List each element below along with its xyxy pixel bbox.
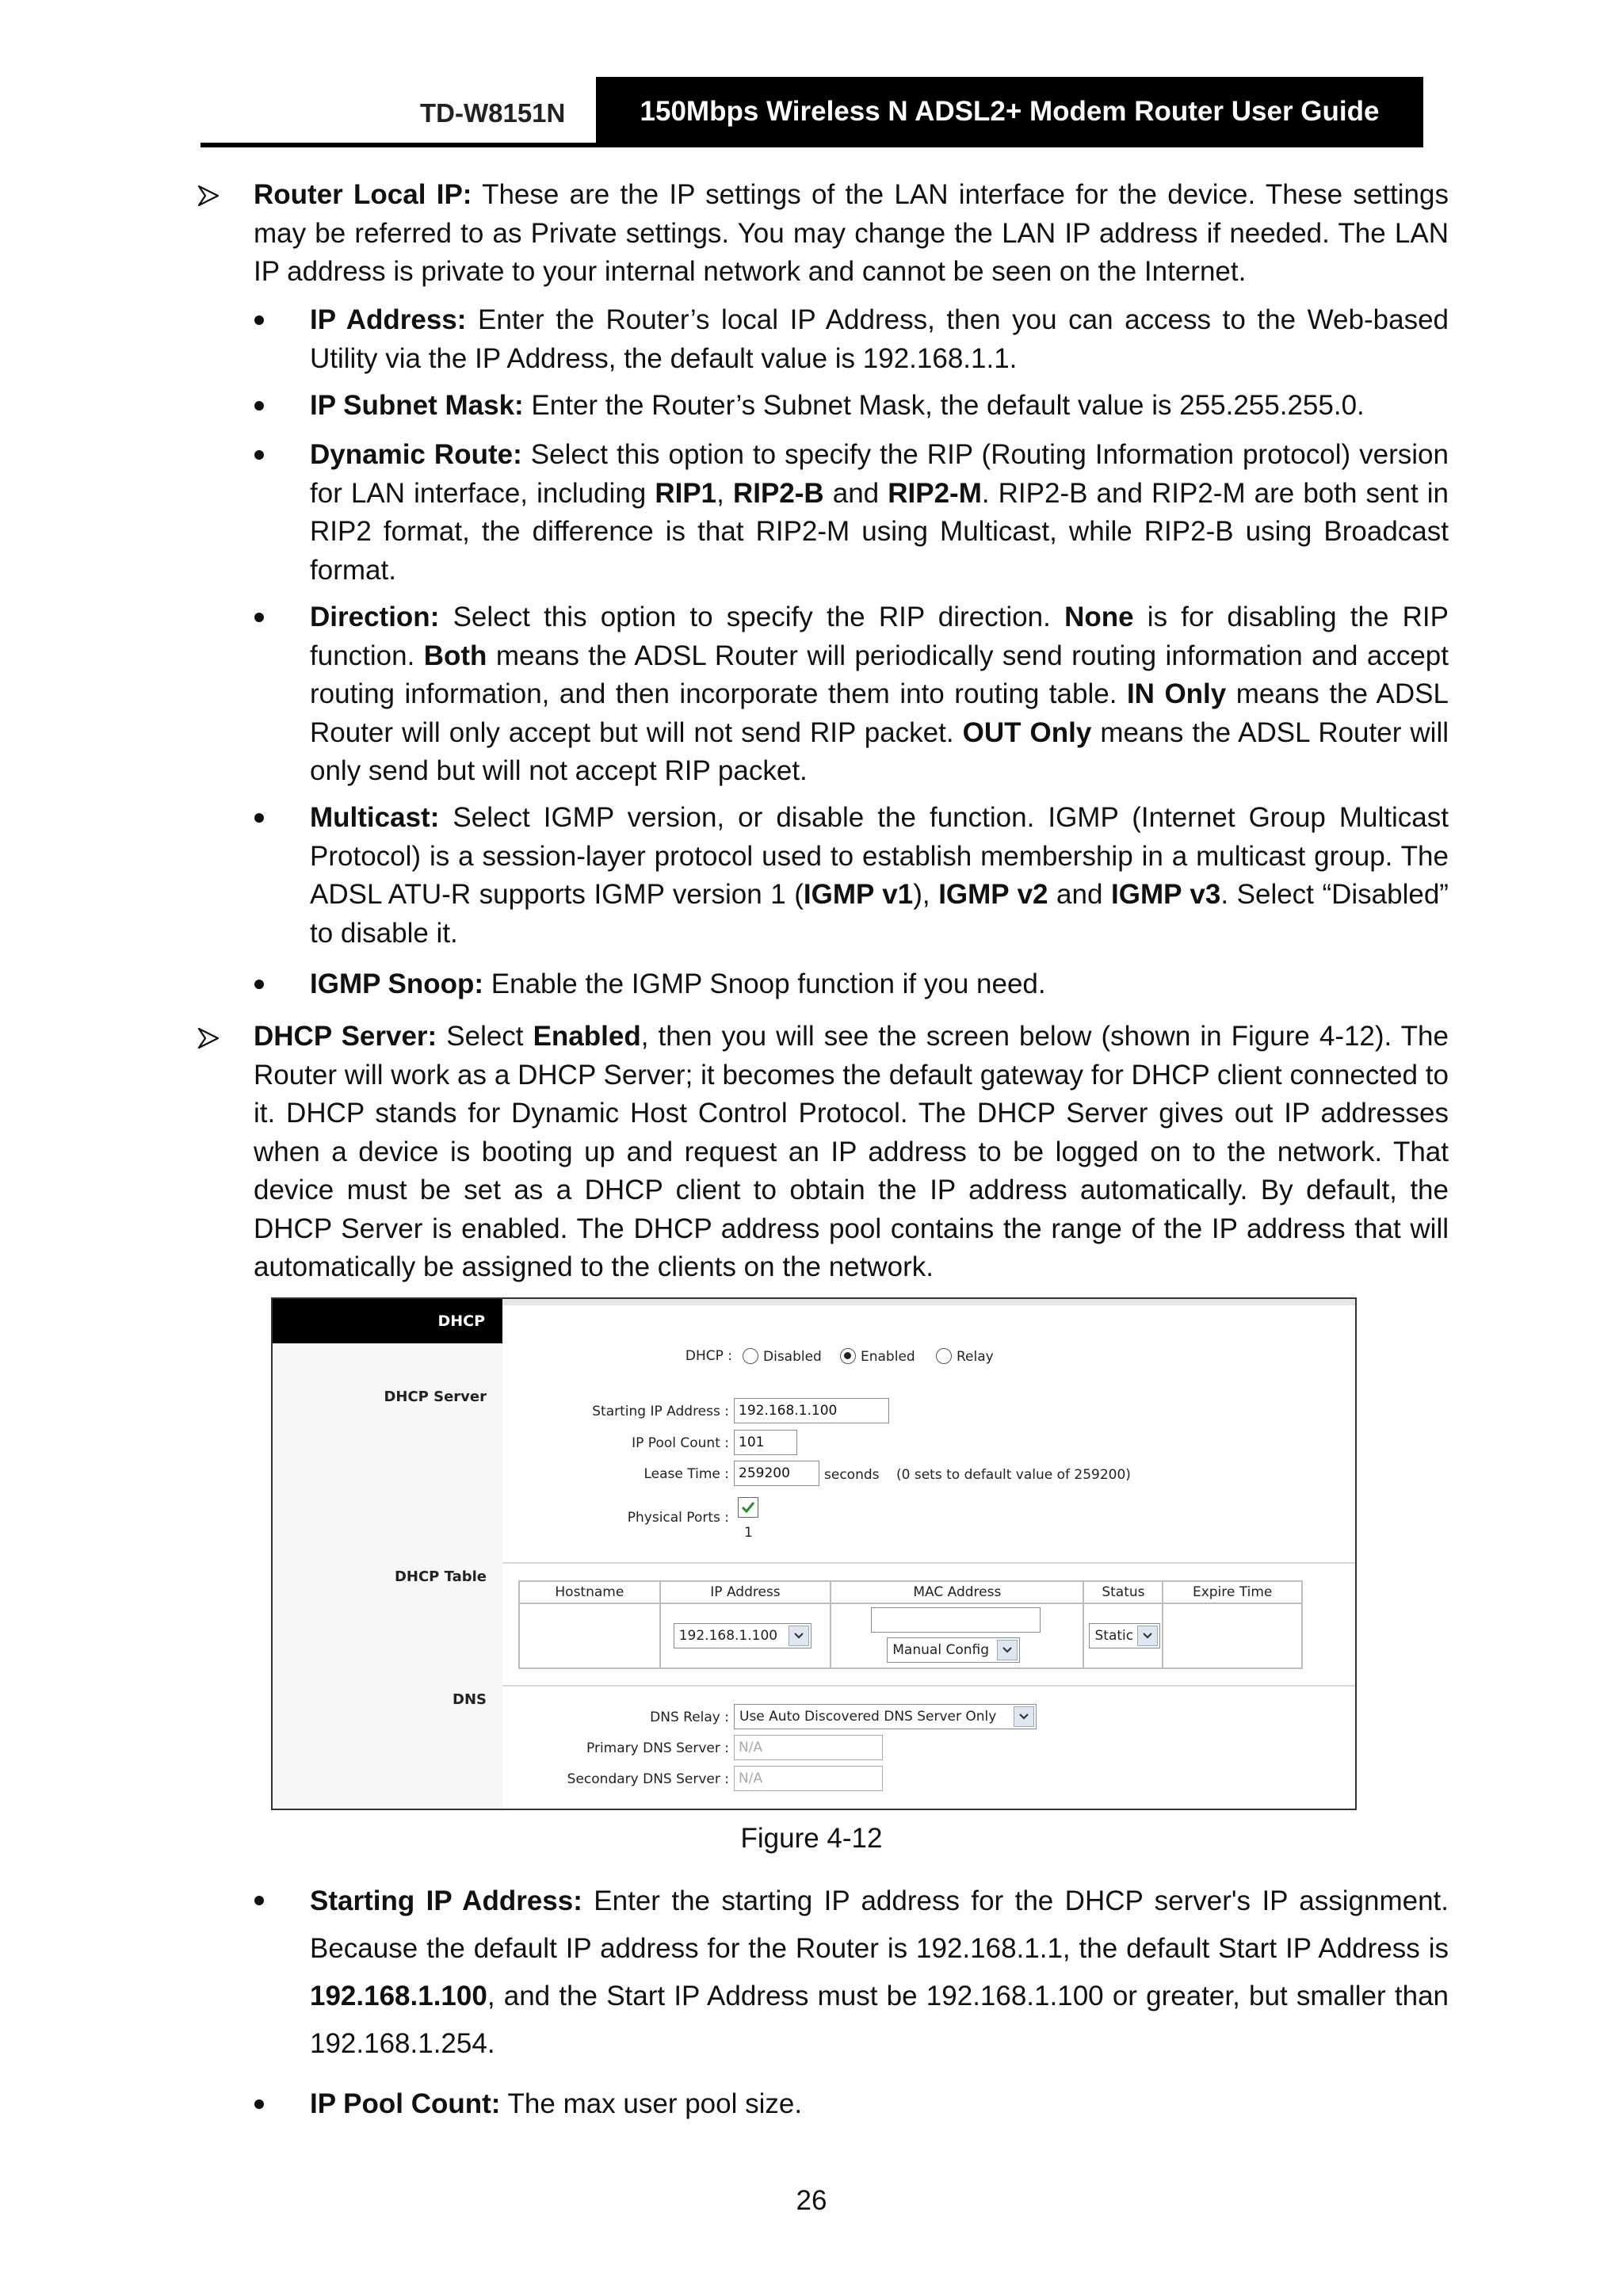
mac-address-input[interactable] <box>871 1607 1041 1633</box>
column-hostname: Hostname <box>519 1581 660 1603</box>
enabled-term: Enabled <box>533 1021 641 1052</box>
ip-address-select[interactable] <box>674 1623 812 1648</box>
bullet-dot-icon <box>254 980 264 989</box>
section-divider <box>502 1685 1355 1687</box>
chevron-down-icon <box>789 1626 809 1646</box>
none-term: None <box>1064 602 1134 632</box>
checkmark-icon <box>739 1498 758 1517</box>
header-title: 150Mbps Wireless N ADSL2+ Modem Router User Guide <box>596 77 1423 147</box>
table-row <box>519 1603 1302 1668</box>
chevron-down-icon <box>997 1640 1018 1660</box>
ip-pool-count-input[interactable]: 101 <box>734 1430 797 1455</box>
lease-time-note: (0 sets to default value of 259200) <box>896 1467 1131 1483</box>
figure-top-bar <box>502 1299 1355 1305</box>
chevron-down-icon <box>1014 1706 1034 1727</box>
ip-subnet-mask-term: IP Subnet Mask: <box>310 390 524 421</box>
lease-time-input[interactable]: 259200 <box>734 1461 819 1486</box>
secondary-dns-label: Secondary DNS Server : <box>567 1771 729 1787</box>
lease-time-label: Lease Time : <box>643 1466 729 1482</box>
physical-ports-label: Physical Ports : <box>627 1510 729 1526</box>
multicast-term: Multicast: <box>310 802 440 833</box>
chevron-down-icon <box>1137 1626 1158 1646</box>
multicast-text: . Select “Disabled” to disable it. <box>310 879 1449 949</box>
radio-relay[interactable] <box>936 1348 952 1364</box>
ip-pool-count-text: The max user pool size. <box>500 2088 803 2119</box>
header-model: TD-W8151N <box>420 98 566 128</box>
section-label-dhcp-server: DHCP Server <box>384 1389 487 1405</box>
multicast-text: ), <box>913 879 939 910</box>
primary-dns-input[interactable]: N/A <box>734 1735 883 1760</box>
arrow-bullet-icon <box>197 184 220 208</box>
mac-mode-select[interactable] <box>887 1637 1020 1663</box>
router-local-ip-paragraph <box>254 176 1449 292</box>
column-mac-address: MAC Address <box>831 1581 1083 1603</box>
radio-disabled[interactable] <box>743 1348 758 1364</box>
dynamic-route-term: Dynamic Route: <box>310 439 522 470</box>
column-expire-time: Expire Time <box>1163 1581 1302 1603</box>
ip-address-cell <box>660 1603 831 1668</box>
dhcp-settings-figure <box>271 1297 1357 1810</box>
status-cell <box>1083 1603 1163 1668</box>
header-rule <box>200 143 1423 147</box>
mac-mode-select-value: Manual Config <box>892 1642 989 1658</box>
primary-dns-label: Primary DNS Server : <box>586 1740 729 1756</box>
bullet-dot-icon <box>254 813 264 823</box>
physical-port-checkbox[interactable] <box>738 1497 758 1518</box>
direction-text: means the ADSL Router will only send but will not accept RIP packet. <box>310 716 1449 786</box>
direction-text: means the ADSL Router will only accept but will not send RIP packet. <box>310 678 1449 748</box>
multicast-text: and <box>1048 879 1112 910</box>
igmp-v1-term: IGMP v1 <box>803 879 914 910</box>
bullet-dot-icon <box>254 1896 264 1905</box>
radio-relay-label: Relay <box>957 1349 994 1365</box>
dhcp-server-text: Select <box>437 1021 533 1052</box>
default-start-ip-term: 192.168.1.100 <box>310 1981 487 2011</box>
ip-pool-count-label: IP Pool Count : <box>632 1435 729 1451</box>
ip-address-paragraph <box>310 301 1449 378</box>
expire-time-cell <box>1163 1603 1302 1668</box>
direction-term: Direction: <box>310 602 440 632</box>
hostname-cell <box>519 1603 660 1668</box>
igmp-snoop-term: IGMP Snoop: <box>310 968 484 999</box>
mac-address-cell <box>831 1603 1083 1668</box>
dhcp-table <box>518 1580 1303 1669</box>
dns-relay-label: DNS Relay : <box>650 1710 729 1725</box>
rip2m-term: RIP2-M <box>888 477 982 509</box>
dynamic-route-text: , <box>716 477 733 509</box>
router-local-ip-text: These are the IP settings of the LAN interface for the device. These settings may be referred to as Private settings. You may change the LAN IP address if needed. The LAN IP address is private to your internal network and cannot be seen on the Internet. <box>254 179 1449 287</box>
section-label-dns: DNS <box>453 1691 487 1708</box>
radio-enabled[interactable] <box>840 1348 856 1364</box>
igmp-snoop-paragraph <box>310 965 1449 1004</box>
direction-text: is for disabling the RIP function. <box>310 602 1449 671</box>
ip-subnet-mask-paragraph <box>310 387 1449 426</box>
dhcp-table-header-row <box>519 1581 1302 1603</box>
column-ip-address: IP Address <box>660 1581 831 1603</box>
ip-pool-count-paragraph <box>310 2085 1449 2124</box>
ip-address-select-value: 192.168.1.100 <box>678 1628 778 1644</box>
dhcp-server-text: , then you will see the screen below (shown in Figure 4-12). The Router will work as a DHCP Server; it becomes the default gateway for DHCP client connected to it. DHCP stands for Dynamic Host Control Protocol. The DHCP Server gives out IP addresses when a device is booting up and request an IP address to be logged on to the network. That device must be set as a DHCP client to obtain the IP address automatically. By default, the DHCP Server is enabled. The DHCP address pool contains the range of the IP address that will automatically be assigned to the clients on the network. <box>254 1021 1449 1282</box>
dynamic-route-text: and <box>823 477 888 509</box>
arrow-bullet-icon <box>197 1026 220 1050</box>
dynamic-route-paragraph <box>310 436 1449 590</box>
page-number: 26 <box>796 2185 827 2216</box>
section-label-dhcp-table: DHCP Table <box>394 1568 487 1585</box>
physical-port-number: 1 <box>744 1525 753 1541</box>
rip2b-term: RIP2-B <box>732 477 824 509</box>
direction-text: means the ADSL Router will periodically send routing information and accept routing information, and then incorporate them into routing table. <box>310 640 1449 709</box>
status-select[interactable] <box>1089 1623 1160 1648</box>
dns-relay-select[interactable] <box>734 1704 1037 1729</box>
figure-sidebar <box>273 1299 502 1809</box>
starting-ip-text: , and the Start IP Address must be 192.168.1.100 or greater, but smaller than 192.168.1.254. <box>310 1981 1449 2059</box>
starting-ip-term: Starting IP Address: <box>310 1885 582 1916</box>
igmp-v2-term: IGMP v2 <box>938 879 1048 910</box>
bullet-dot-icon <box>254 2099 264 2109</box>
starting-ip-paragraph <box>310 1878 1449 2068</box>
ip-pool-count-term: IP Pool Count: <box>310 2088 501 2119</box>
igmp-snoop-text: Enable the IGMP Snoop function if you need. <box>483 968 1046 999</box>
multicast-paragraph <box>310 799 1449 953</box>
starting-ip-label: Starting IP Address : <box>592 1404 729 1419</box>
dhcp-server-term: DHCP Server: <box>254 1021 437 1052</box>
figure-sidebar-title: DHCP <box>273 1299 502 1343</box>
ip-subnet-mask-text: Enter the Router’s Subnet Mask, the default value is 255.255.255.0. <box>523 390 1365 421</box>
multicast-text: Select IGMP version, or disable the function. IGMP (Internet Group Multicast Protocol) is a session-layer protocol used to establish membership in a multicast group. The ADSL ATU-R supports IGMP version 1 ( <box>310 802 1449 910</box>
starting-ip-input[interactable]: 192.168.1.100 <box>734 1398 889 1423</box>
section-divider <box>502 1562 1355 1564</box>
bullet-dot-icon <box>254 613 264 622</box>
secondary-dns-input[interactable]: N/A <box>734 1766 883 1791</box>
starting-ip-text: Enter the starting IP address for the DHCP server's IP assignment. Because the default IP address for the Router is 192.168.1.1, the default Start IP Address is <box>310 1885 1449 1964</box>
column-status: Status <box>1083 1581 1163 1603</box>
in-only-term: IN Only <box>1126 678 1227 709</box>
bullet-dot-icon <box>254 315 264 325</box>
radio-enabled-label: Enabled <box>861 1349 915 1365</box>
ip-address-term: IP Address: <box>310 304 467 335</box>
both-term: Both <box>423 640 487 671</box>
out-only-term: OUT Only <box>962 716 1092 748</box>
radio-disabled-label: Disabled <box>763 1349 822 1365</box>
figure-caption: Figure 4-12 <box>740 1823 883 1854</box>
dynamic-route-text: Select this option to specify the RIP (Routing Information protocol) version for LAN interface, including <box>310 439 1449 509</box>
igmp-v3-term: IGMP v3 <box>1111 879 1221 910</box>
status-select-value: Static <box>1094 1628 1134 1644</box>
rip1-term: RIP1 <box>655 477 717 509</box>
direction-paragraph <box>310 598 1449 791</box>
ip-address-text: Enter the Router’s local IP Address, then you can access to the Web-based Utility via the IP Address, the default value is 192.168.1.1. <box>310 304 1449 374</box>
direction-text: Select this option to specify the RIP direction. <box>439 602 1065 632</box>
figure-main-panel <box>502 1299 1355 1809</box>
dhcp-server-paragraph <box>254 1018 1449 1287</box>
dynamic-route-text: . RIP2-B and RIP2-M are both sent in RIP2 format, the difference is that RIP2-M using Multicast, while RIP2-B using Broadcast format. <box>310 477 1449 586</box>
router-local-ip-term: Router Local IP: <box>254 179 472 210</box>
dns-relay-select-value: Use Auto Discovered DNS Server Only <box>739 1709 997 1725</box>
lease-time-unit: seconds <box>824 1467 880 1483</box>
dhcp-mode-label: DHCP : <box>685 1348 732 1364</box>
bullet-dot-icon <box>254 450 264 460</box>
bullet-dot-icon <box>254 401 264 411</box>
